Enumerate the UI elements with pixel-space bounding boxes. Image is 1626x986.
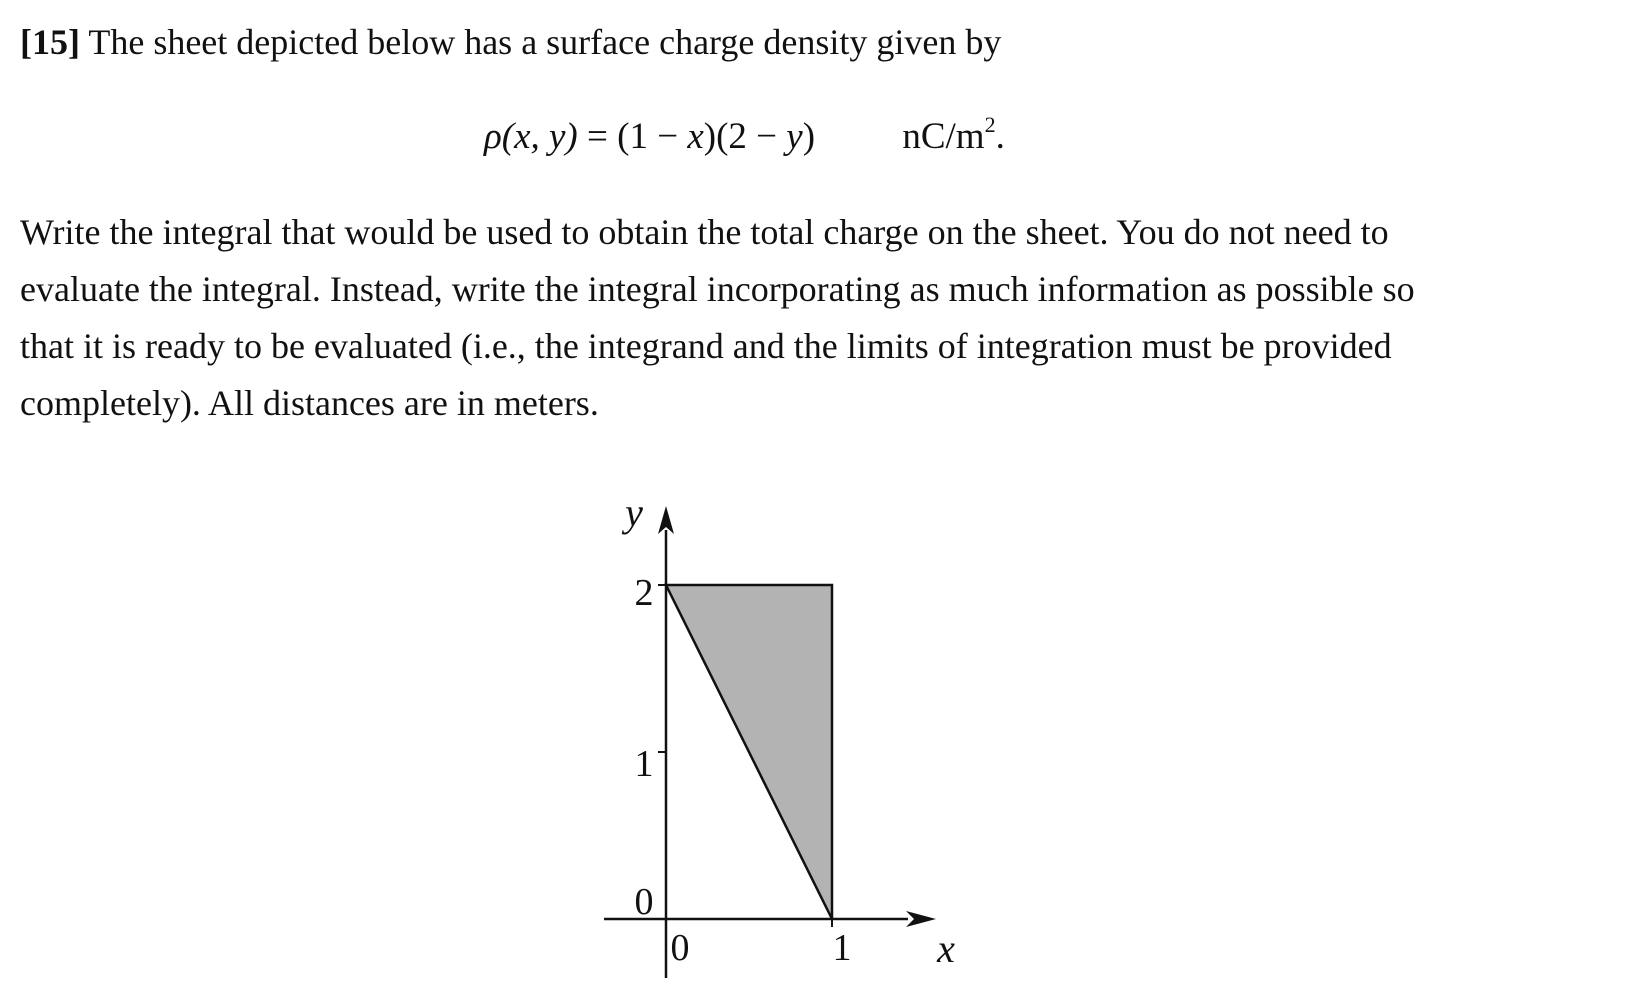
x-tick-label-0: 0 (670, 927, 690, 969)
rhs-var-x: x (687, 116, 704, 157)
x-axis-label: x (937, 926, 955, 971)
y-axis-label: y (625, 490, 643, 535)
units-end: . (995, 116, 1005, 157)
instructions-line-4: completely). All distances are in meters. (20, 383, 599, 423)
y-tick-label-2: 2 (634, 572, 654, 614)
rhs-part3: ) (802, 116, 816, 157)
y-tick-label-1: 1 (634, 743, 654, 785)
instructions-line-3: that it is ready to be evaluated (i.e., the integrand and the limits of integration must be provided (20, 326, 1392, 366)
x-axis-arrowhead (906, 911, 936, 927)
problem-intro: The sheet depicted below has a surface charge density given by (88, 22, 1002, 62)
rhs-var-y: y (786, 116, 803, 157)
units-exponent: 2 (984, 112, 996, 137)
rho-args: (x, y) (501, 116, 578, 157)
problem-points: [15] (20, 22, 80, 62)
rhs-part1: (1 − (617, 116, 688, 157)
rhs-part2: )(2 − (703, 116, 787, 157)
y-tick-label-0: 0 (634, 881, 654, 923)
x-tick-label-1: 1 (832, 927, 852, 969)
instructions-line-2: evaluate the integral. Instead, write the integral incorporating as much information as possible so (20, 269, 1415, 309)
y-axis-arrowhead (658, 506, 674, 534)
rho-symbol: ρ (484, 116, 502, 157)
units-base: nC/m (902, 116, 985, 157)
equals-sign: = (587, 116, 608, 157)
charged-sheet-region (666, 585, 832, 919)
instructions-line-1: Write the integral that would be used to obtain the total charge on the sheet. You do not need to (20, 212, 1389, 252)
